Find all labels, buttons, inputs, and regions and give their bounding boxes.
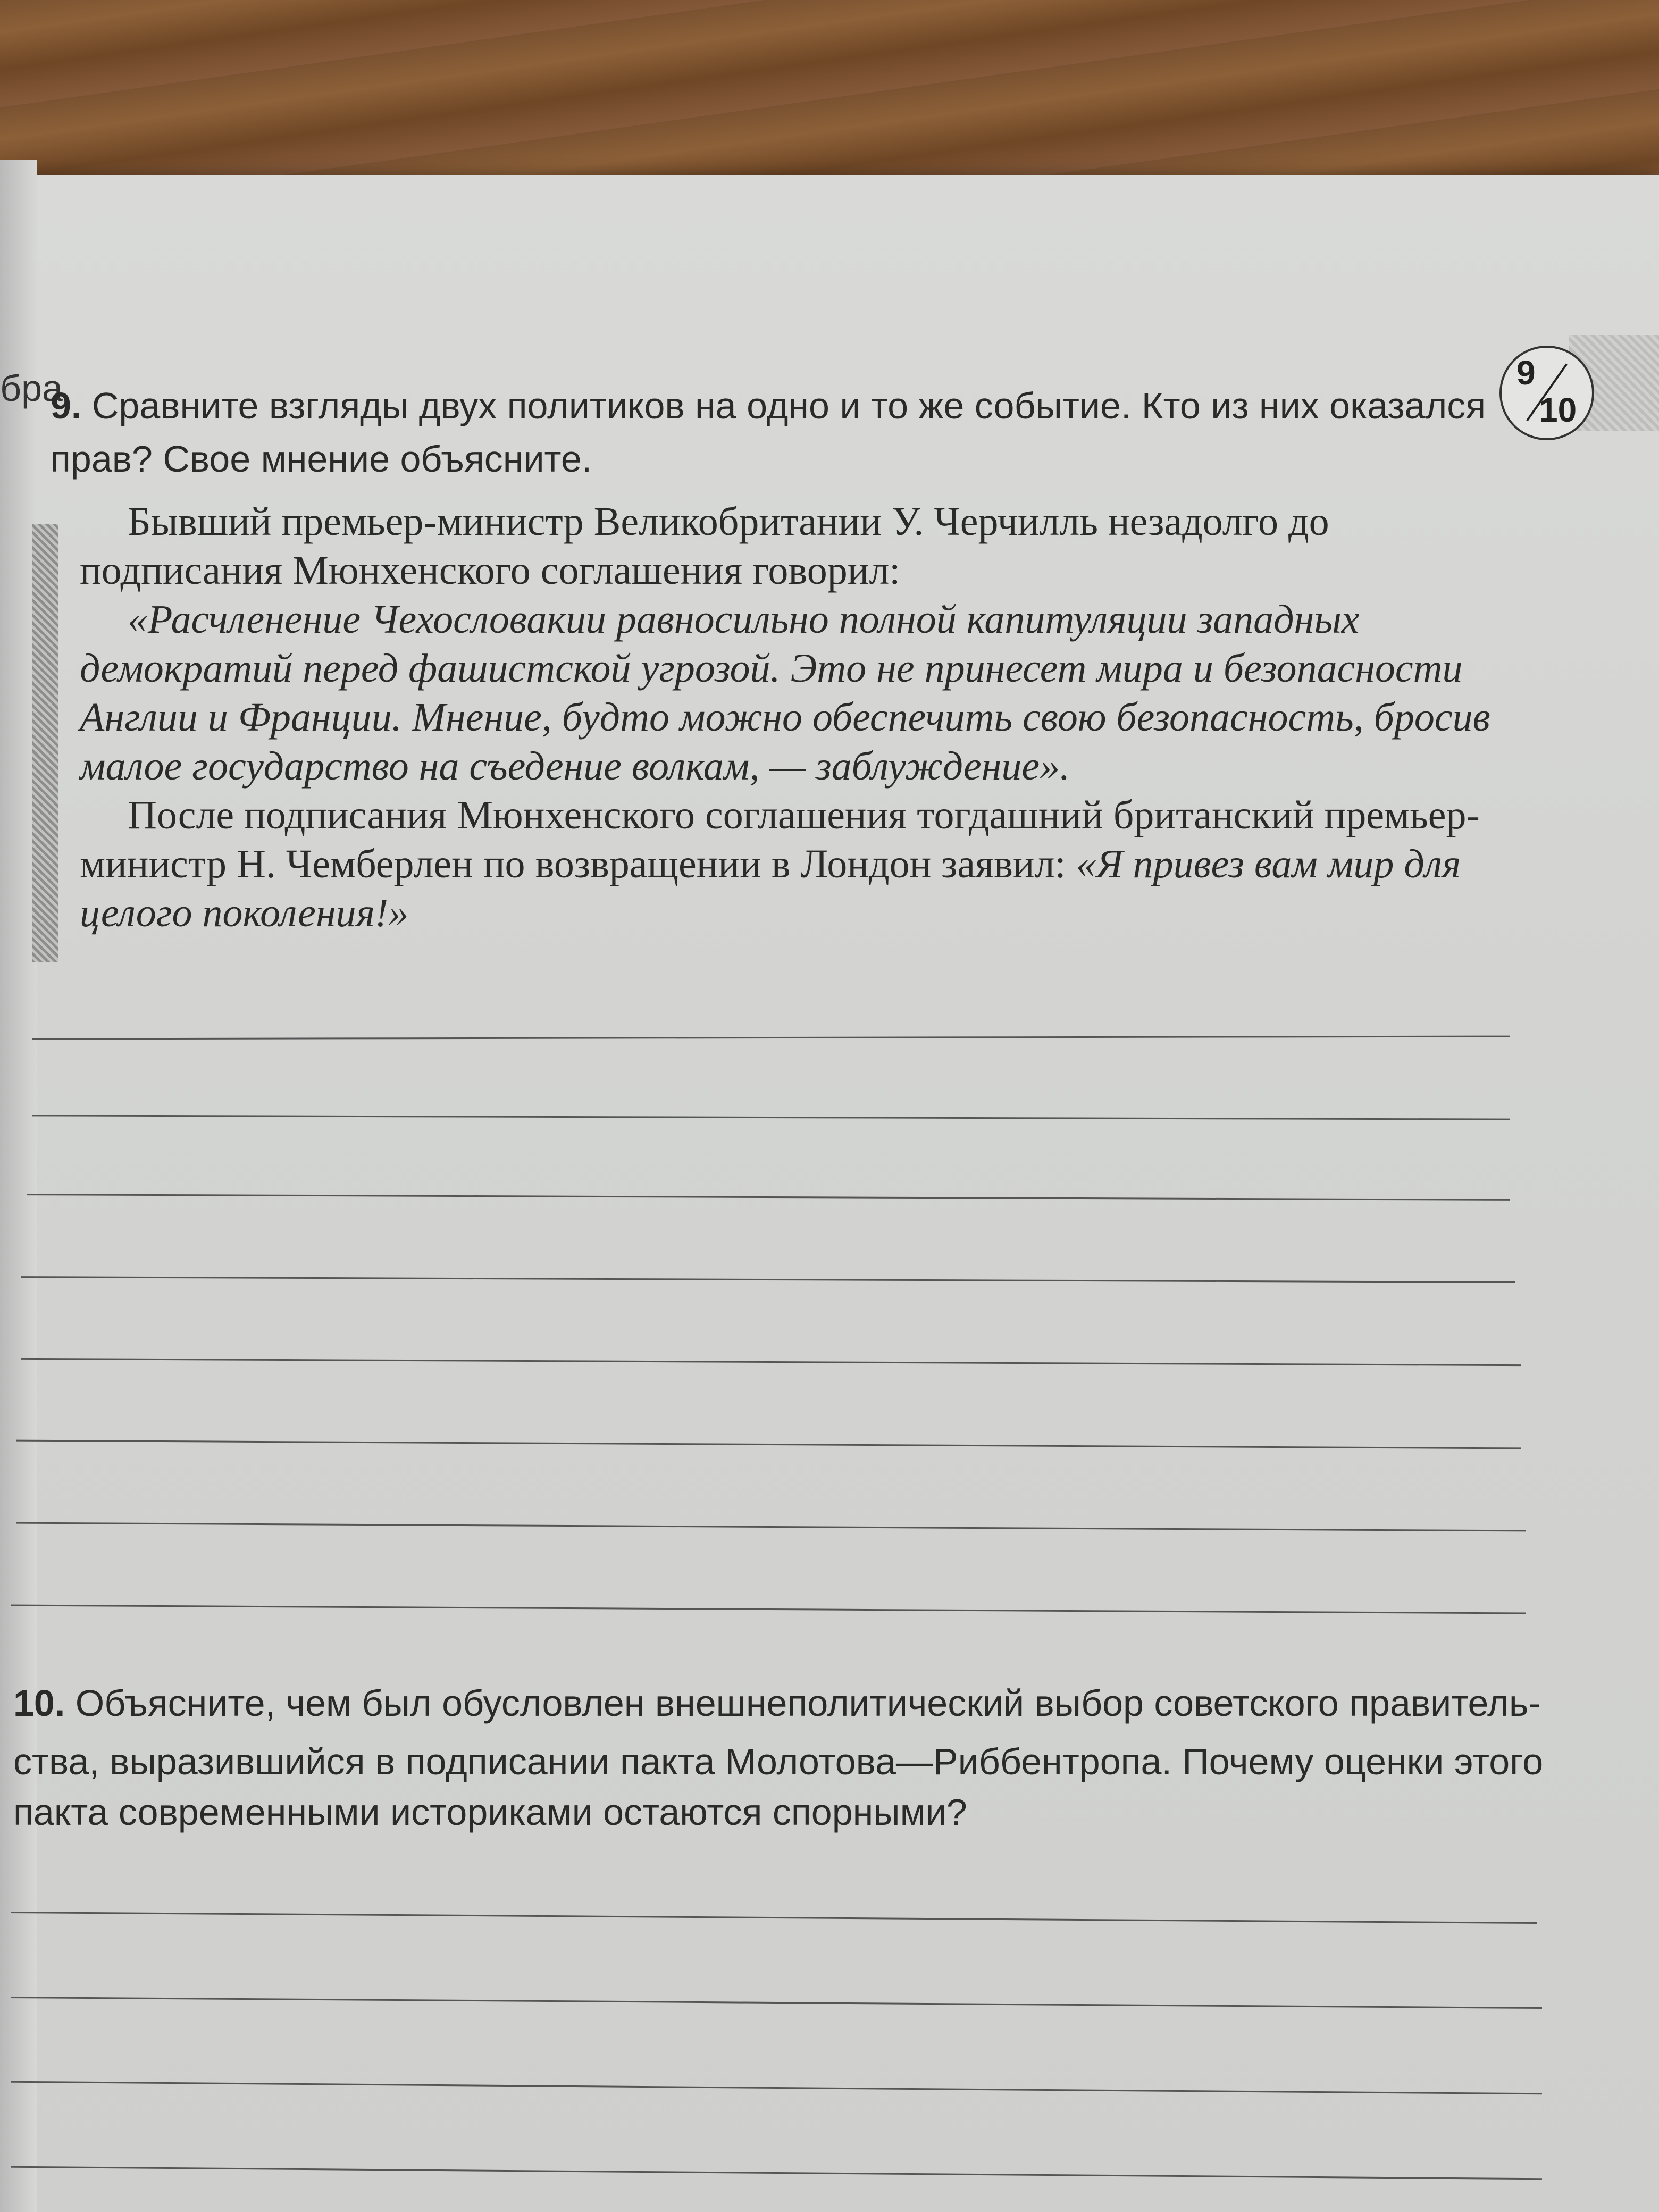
task10-text-line1: Объясните, чем был обусловлен внешнеполитический выбор советского правитель- [75,1682,1541,1724]
task10-question-line3: пакта современными историками остаются спорными? [13,1791,967,1833]
badge-top-number: 9 [1516,354,1536,392]
churchill-intro: Бывший премьер-министр Великобритании У. Черчилль незадолго до подписания Мюнхенского соглашения говорил: [80,499,1329,593]
task10-question-line2: ства, выразившийся в подписании пакта Молотова—Риббентропа. Почему оценки этого [13,1741,1544,1782]
task9-question-line2: прав? Свое мнение объясните. [51,438,592,480]
edge-text: бра [0,367,63,409]
task10-question-line1 [13,1678,1541,1729]
chamberlain-intro: После подписания Мюнхенского соглашения тогдашний британский премьер-министр Н. Чемберлен по возвращении в Лондон заявил: [80,793,1480,886]
task9-number: 9. [51,385,82,426]
churchill-quote: «Расчленение Чехословакии равносильно полной капитуляции западных демократий перед фашистской угрозой. Это не принесет мира и безопасности Англии и Франции. Мнение, будто можно обеспечить свою безопасность, бросив малое государство на съедение волкам, — заблуждение». [80,597,1490,789]
chamberlain-paragraph [80,791,1515,937]
chamberlain-quote: «Я привез вам мир для целого поколения!» [80,842,1461,935]
task9-text-line1: Сравните взгляды двух политиков на одно и то же событие. Кто из них оказался [91,385,1486,426]
task9-source-text [80,497,1515,937]
task9-question-line1 [51,380,1486,431]
task-range-badge [1499,346,1594,440]
left-page-edge [0,160,37,2212]
badge-bottom-number: 10 [1539,391,1577,429]
quote-side-bar [32,524,58,962]
task10-number: 10. [13,1682,65,1724]
